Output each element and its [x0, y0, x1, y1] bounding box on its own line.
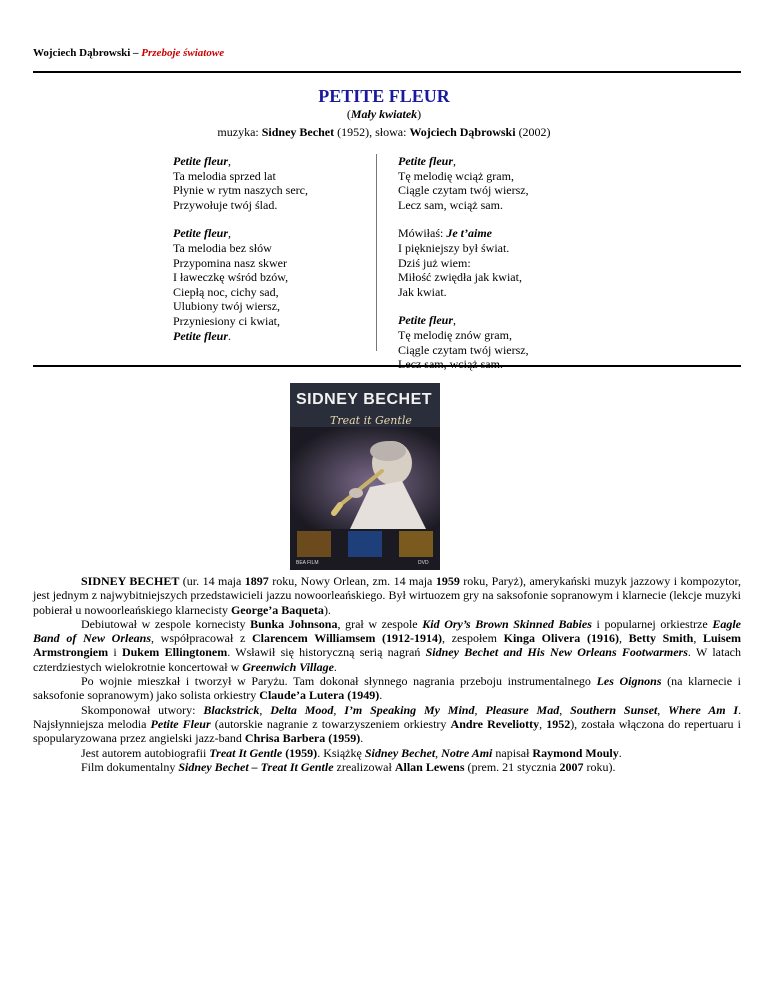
- lyrics-right-column: [398, 154, 608, 386]
- lyric-line: Ulubiony twój wiersz,: [173, 299, 280, 314]
- bio-text-segment: Eagle Band of New Orleans: [33, 616, 741, 646]
- bio-text-segment: , zespołem: [441, 631, 504, 646]
- bio-text-segment: ), została włączona do repertuaru i spopularyzowana przez angielski jazz-band: [33, 716, 741, 746]
- bio-text-segment: ).: [323, 602, 331, 617]
- bio-text-segment: . Wsławił się historyczną serią nagrań: [227, 645, 426, 660]
- stanza: [173, 154, 368, 212]
- bio-text-segment: ,: [259, 702, 271, 717]
- song-credits: [0, 125, 768, 140]
- dvd-cover-image: [290, 383, 440, 570]
- stanza: [398, 226, 608, 299]
- lyric-refrain: Petite fleur: [173, 328, 228, 343]
- bio-paragraph-4: [33, 703, 741, 746]
- lyric-line: Płynie w rytm naszych serc,: [173, 183, 308, 198]
- bio-text-segment: ,: [539, 716, 547, 731]
- bio-text-segment: Betty Smith: [628, 631, 694, 646]
- bio-text-segment: 2007: [559, 759, 584, 774]
- bio-text-segment: (autorskie nagranie z towarzyszeniem orkiestry: [210, 716, 451, 731]
- subtitle-text: Mały kwiatek: [350, 107, 418, 121]
- bio-text-segment: Skomponował utwory:: [81, 702, 204, 717]
- biography: [33, 574, 741, 774]
- credits-music-year: (1952): [334, 125, 370, 139]
- bio-text-segment: ,: [333, 702, 345, 717]
- bio-text-segment: , grał w zespole: [337, 616, 423, 631]
- bio-text-segment: ,: [657, 702, 669, 717]
- bio-text-segment: 1897: [244, 574, 269, 588]
- credits-composer: Sidney Bechet: [261, 125, 335, 139]
- bio-text-segment: Pleasure Mad: [485, 702, 560, 717]
- middle-divider: [33, 365, 741, 367]
- bio-text-segment: Sidney Bechet: [364, 745, 436, 760]
- bio-text-segment: Dukem Ellingtonem: [121, 645, 228, 660]
- bio-text-segment: Po wojnie mieszkał i tworzył w Paryżu. Tam dokonał słynnego nagrania przeboju instrumentalnego: [81, 674, 597, 689]
- cover-thumbnail-3: [399, 531, 433, 557]
- lyric-line: Tę melodię znów gram,: [398, 327, 512, 342]
- bio-text-segment: (ur. 14 maja: [179, 574, 245, 588]
- lyric-line: Miłość zwiędła jak kwiat,: [398, 270, 522, 285]
- bio-text-segment: roku, Paryż), amerykański muzyk jazzowy i kompozytor, jest jednym z najwybitniejszych przedstawicieli jazzu nowoorleańskiego. Był wirtuozem gry na saksofonie sopranowym i klarnecie (lekcje muzyki pobierał u nowoorleańskiego klarnecisty: [33, 574, 741, 617]
- bio-text-segment: Film dokumentalny: [81, 759, 179, 774]
- cover-artist-name: SIDNEY BECHET: [296, 391, 433, 408]
- song-subtitle: [0, 107, 768, 122]
- page-header: [33, 47, 224, 59]
- bio-text-segment: .: [618, 745, 622, 760]
- bio-text-segment: Greenwich Village: [242, 659, 334, 674]
- bio-text-segment: Kinga Olivera (1916): [503, 631, 619, 646]
- lyric-line: Lecz sam, wciąż sam.: [398, 357, 503, 372]
- stanza: [398, 313, 608, 371]
- lyric-line: Ciepłą noc, cichy sad,: [173, 284, 279, 299]
- bio-text-segment: i popularnej orkiestrze: [591, 616, 713, 631]
- bio-text-segment: Raymond Mouly: [532, 745, 619, 760]
- bio-text-segment: .: [360, 731, 364, 746]
- bio-paragraph-6: [33, 760, 741, 774]
- bio-text-segment: Chrisa Barbera (1959): [244, 731, 361, 746]
- lyric-refrain: Petite fleur: [398, 313, 453, 328]
- bio-text-segment: Notre Ami: [441, 745, 493, 760]
- bio-text-segment: Luisem Armstrongiem: [33, 631, 741, 660]
- top-divider: [33, 71, 741, 73]
- lyrics-column-divider: [376, 154, 377, 351]
- lyric-line: I ławeczkę wśród bzów,: [173, 270, 289, 285]
- bio-text-segment: Where Am I: [668, 702, 739, 717]
- bio-text-segment: Bunka Johnsona: [250, 616, 338, 631]
- stanza: [398, 154, 608, 212]
- lyric-line: [173, 329, 368, 344]
- lyric-line: I piękniejszy był świat.: [398, 240, 510, 255]
- bio-text-segment: (prem. 21 stycznia: [464, 759, 560, 774]
- header-section: Przeboje światowe: [141, 47, 225, 59]
- subtitle-open: (: [346, 107, 351, 121]
- credits-words-label: , słowa:: [369, 125, 410, 139]
- lyric-line: Dziś już wiem:: [398, 255, 471, 270]
- bio-text-segment: Southern Sunset: [570, 702, 658, 717]
- bio-text-segment: roku).: [583, 759, 616, 774]
- bio-text-segment: Delta Mood: [270, 702, 334, 717]
- bio-paragraph-1: [33, 574, 741, 617]
- credits-music-label: muzyka:: [217, 125, 262, 139]
- credits-lyricist: Wojciech Dąbrowski: [409, 125, 516, 139]
- bio-text-segment: George’a Baqueta: [230, 602, 324, 617]
- lyric-line: Ciągle czytam twój wiersz,: [398, 342, 529, 357]
- subtitle-close: ): [417, 107, 422, 121]
- bio-paragraph-2: [33, 617, 741, 674]
- bio-text-segment: ,: [693, 631, 703, 646]
- lyric-line: Ta melodia sprzed lat: [173, 168, 276, 183]
- bio-text-segment: .: [379, 688, 383, 703]
- bio-text-segment: 1959: [435, 574, 460, 588]
- bio-text-segment: Treat It Gentle: [209, 745, 283, 760]
- bio-text-segment: Andre Reveliotty: [450, 716, 540, 731]
- bio-text-segment: . Najsłynniejsza melodia: [33, 702, 742, 731]
- lyric-punct: ,: [227, 154, 231, 168]
- lyric-line: Przywołuje twój ślad.: [173, 197, 278, 212]
- bio-text-segment: .: [333, 659, 337, 674]
- lyric-punct: .: [227, 328, 231, 343]
- bio-text-segment: Blackstrick: [203, 702, 260, 717]
- lyric-line: [173, 226, 368, 241]
- bio-text-segment: Allan Lewens: [394, 759, 465, 774]
- bio-text-segment: Sidney Bechet and His New Orleans Footwarmers: [425, 645, 688, 660]
- bio-text-segment: ,: [618, 631, 629, 646]
- lyric-lead: Mówiłaś:: [398, 226, 447, 241]
- bio-text-segment: 1952: [546, 716, 571, 731]
- lyric-phrase: Je t’aime: [446, 226, 492, 241]
- lyric-line: [398, 154, 608, 169]
- lyric-line: Ciągle czytam twój wiersz,: [398, 183, 529, 198]
- bio-text-segment: . W latach czterdziestych wielokrotnie koncertował w: [33, 645, 741, 674]
- lyric-line: Przypomina nasz skwer: [173, 255, 287, 270]
- bio-text-segment: Claude’a Lutera (1949): [259, 688, 380, 703]
- lyric-refrain: Petite fleur: [173, 154, 228, 168]
- bio-text-segment: Petite Fleur: [150, 716, 211, 731]
- lyric-line: Ta melodia bez słów: [173, 240, 272, 255]
- header-dash: –: [130, 47, 142, 59]
- lyric-refrain: Petite fleur: [173, 226, 228, 241]
- lyric-line: Jak kwiat.: [398, 284, 447, 299]
- credits-words-year: (2002): [515, 125, 551, 139]
- stanza: [173, 226, 368, 343]
- bio-text-segment: Jest autorem autobiografii: [81, 745, 210, 760]
- header-author: Wojciech Dąbrowski: [33, 47, 131, 59]
- lyric-line: Lecz sam, wciąż sam.: [398, 197, 503, 212]
- cover-logo-left: BEA FILM: [296, 560, 319, 566]
- lyrics-left-column: [173, 154, 368, 357]
- bio-text-segment: SIDNEY BECHET: [81, 574, 180, 588]
- cover-tagline: Treat it Gentle: [330, 414, 412, 427]
- bio-paragraph-5: [33, 746, 741, 760]
- bio-text-segment: roku, Nowy Orlean, zm. 14 maja: [268, 574, 436, 588]
- bio-text-segment: Les Oignons: [596, 674, 662, 689]
- lyric-punct: ,: [452, 313, 456, 328]
- lyric-line: [173, 154, 368, 169]
- bio-text-segment: ,: [435, 745, 442, 760]
- bio-text-segment: ,: [559, 702, 571, 717]
- bio-text-segment: Clarencem Williamsem (1912-1914): [252, 631, 442, 646]
- bio-text-segment: (1959): [285, 745, 318, 760]
- lyric-punct: ,: [227, 226, 231, 241]
- bio-text-segment: Debiutował w zespole kornecisty: [81, 616, 251, 631]
- lyric-punct: ,: [452, 154, 456, 168]
- bio-text-segment: . Książkę: [317, 745, 365, 760]
- lyric-line: [398, 313, 608, 328]
- lyric-line: Tę melodię wciąż gram,: [398, 168, 514, 183]
- cover-logo-right: DVD: [418, 560, 429, 566]
- lyric-refrain: Petite fleur: [398, 154, 453, 168]
- bio-text-segment: Sidney Bechet – Treat It Gentle: [178, 759, 334, 774]
- lyric-line: Przyniesiony ci kwiat,: [173, 313, 280, 328]
- cover-thumbnail-1: [297, 531, 331, 557]
- bio-text-segment: i: [108, 645, 122, 660]
- lyric-line: [398, 226, 608, 241]
- bio-text-segment: I’m Speaking My Mind: [344, 702, 475, 717]
- bio-text-segment: napisał: [492, 745, 533, 760]
- bio-text-segment: zrealizował: [333, 759, 395, 774]
- bio-paragraph-3: [33, 674, 741, 703]
- bio-text-segment: (na klarnecie i saksofonie sopranowym) jako solista orkiestry: [33, 674, 742, 703]
- cover-thumbnail-2: [348, 531, 382, 557]
- song-title: PETITE FLEUR: [318, 86, 450, 106]
- bio-text-segment: , współpracował z: [151, 631, 252, 646]
- bio-text-segment: Kid Ory’s Brown Skinned Babies: [422, 616, 592, 631]
- bio-text-segment: ,: [474, 702, 486, 717]
